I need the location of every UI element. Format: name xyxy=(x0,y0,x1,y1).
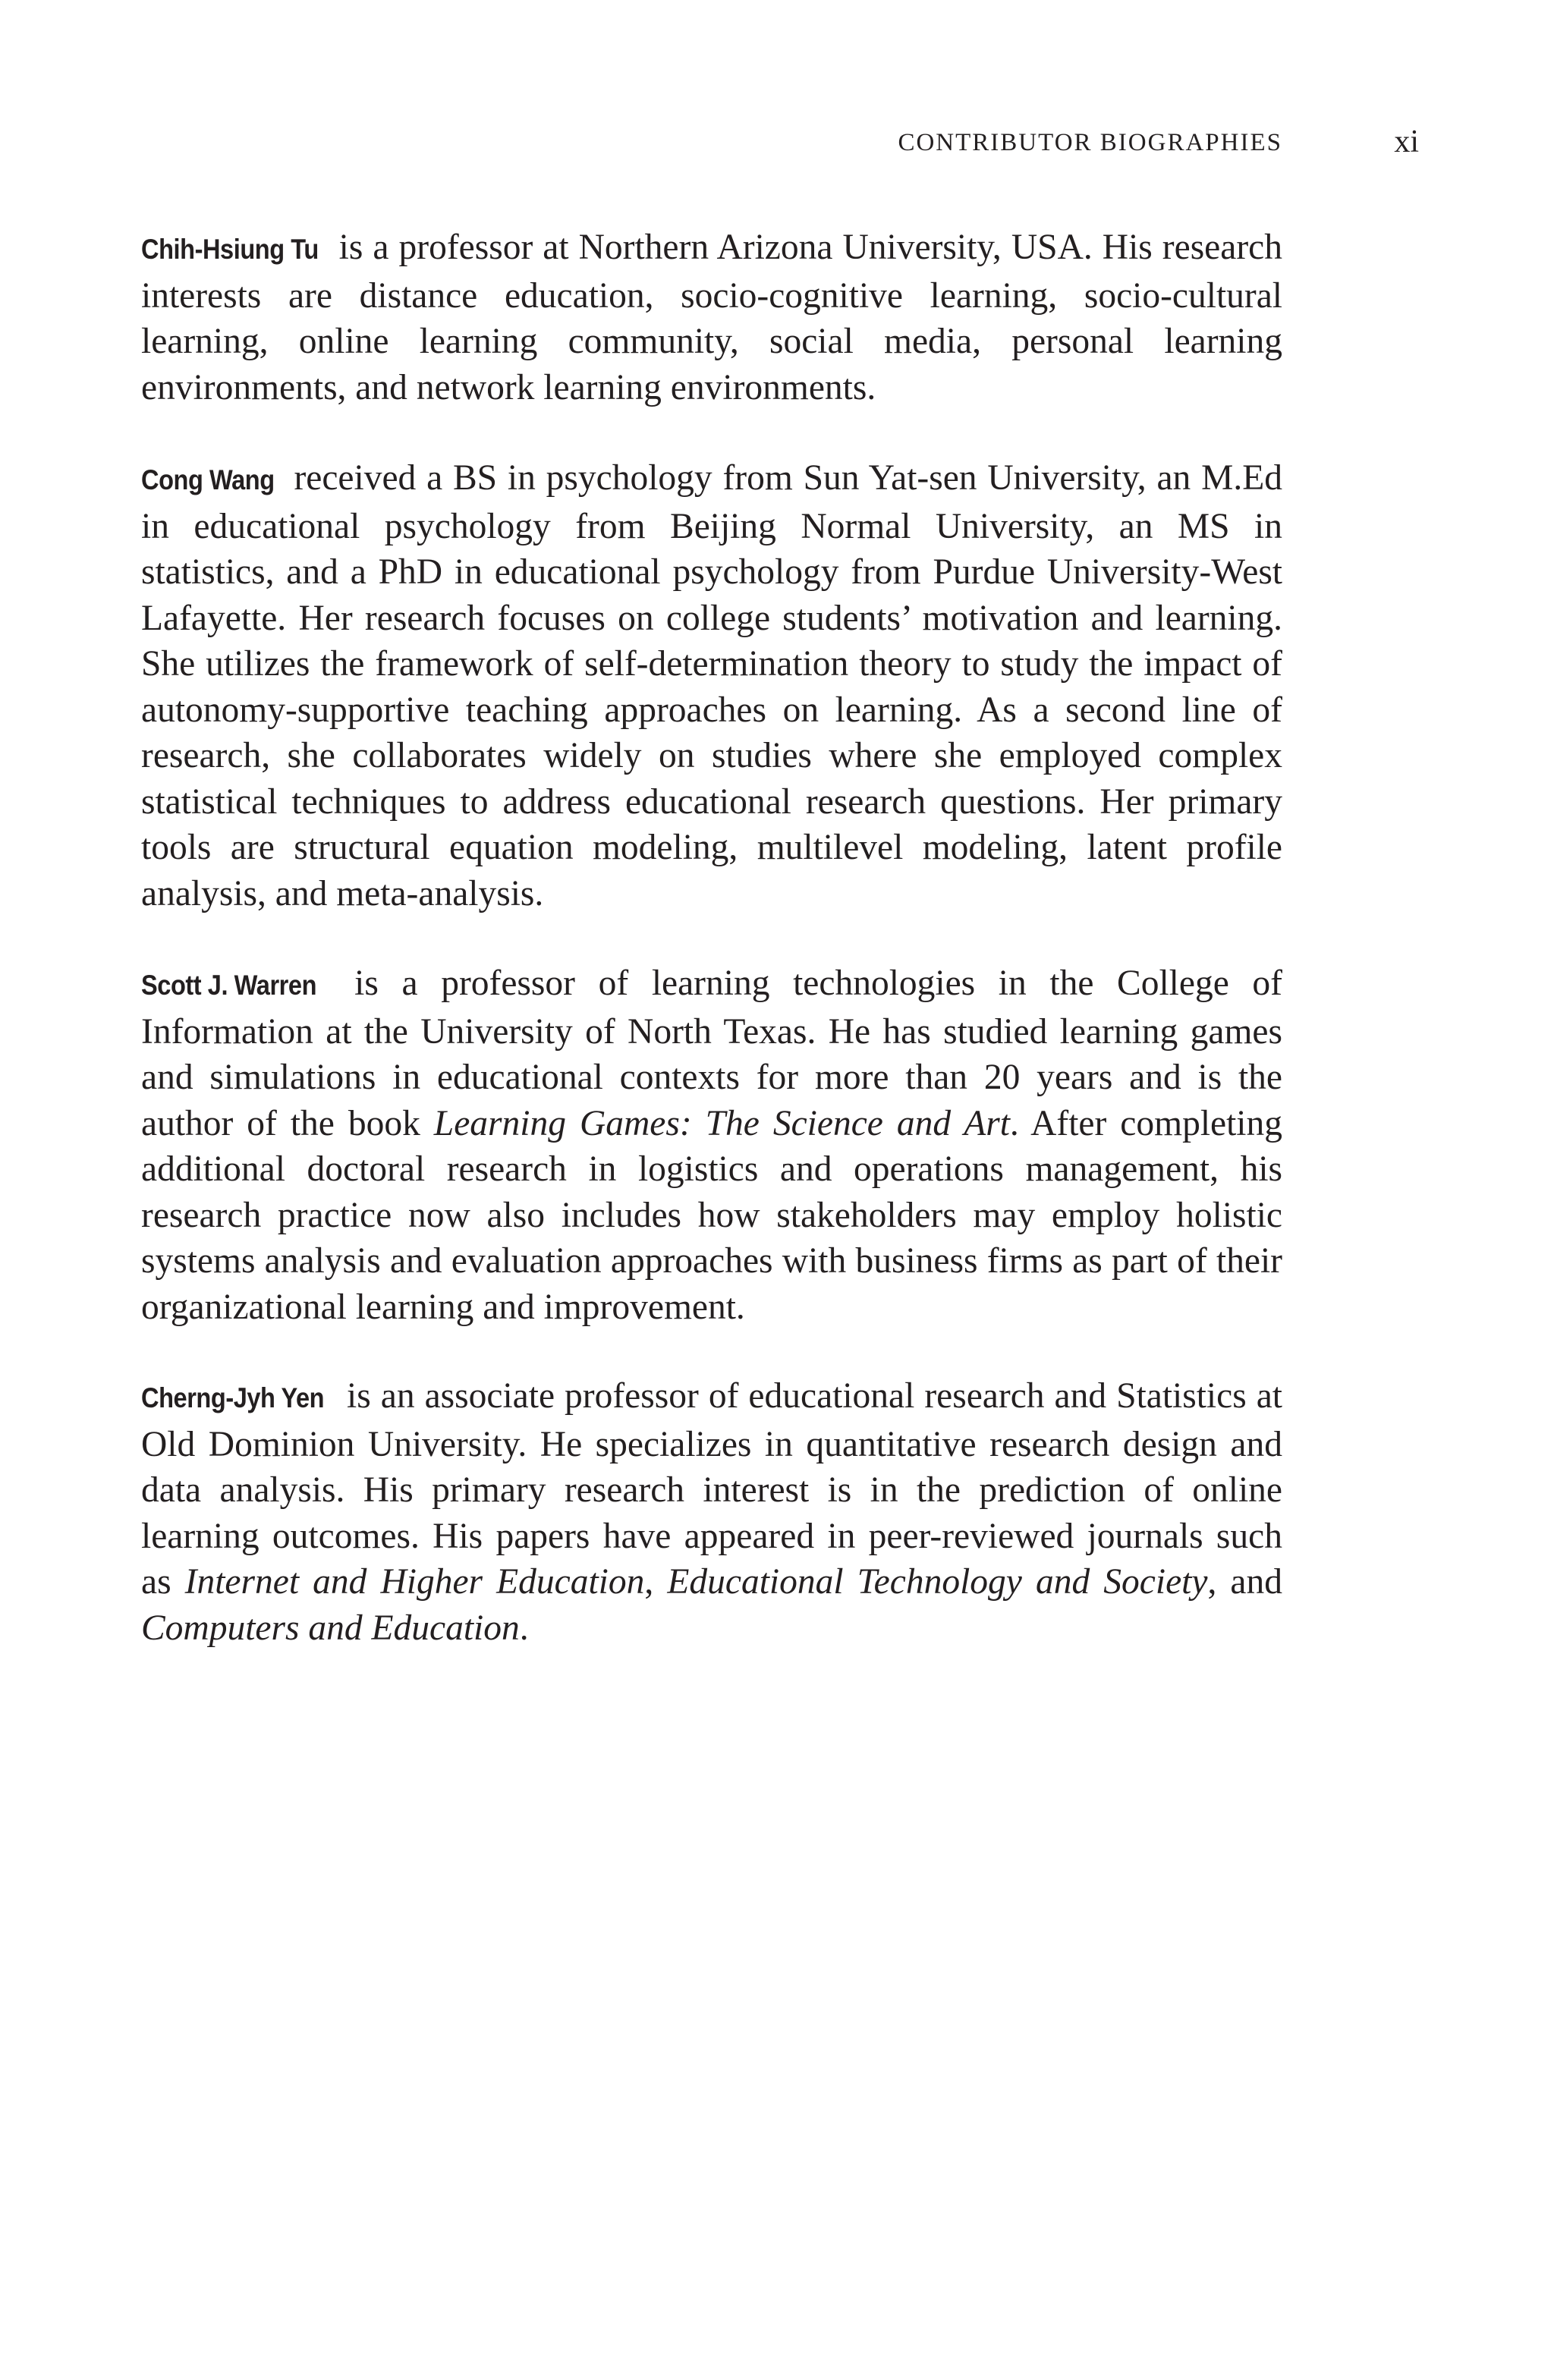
bio-text: . xyxy=(519,1608,529,1648)
bio-text: is a professor at Northern Arizona University, USA. His research interests are distance education, socio-cognitive learning, socio-cultural learning, online learning community, social media, personal learning environments, and network learning environments. xyxy=(141,228,1282,407)
bio-paragraph xyxy=(141,225,1282,410)
bio-text: , xyxy=(644,1562,668,1602)
bio-paragraph xyxy=(141,455,1282,916)
contributor-name: Chih-Hsiung Tu xyxy=(141,234,319,265)
bio-text: is a professor of learning technologies in the College of Information at the University of North Texas. He has studied learning games and simulations in educational contexts for more than 20 years and is the author of the book xyxy=(141,964,1282,1143)
page-number: xi xyxy=(1394,124,1419,159)
contributor-name: Cong Wang xyxy=(141,464,275,495)
contributor-name: Cherng-Jyh Yen xyxy=(141,1382,325,1413)
contributor-name: Scott J. Warren xyxy=(141,970,317,1001)
book-title: Learning Games: The Science and Art xyxy=(433,1103,1010,1143)
journal-title: Educational Technology and Society xyxy=(667,1562,1208,1602)
bio-text: is an associate professor of educational research and Statistics at Old Dominion University. He specializes in quantitative research design and data analysis. His primary research interest is in the prediction of online learning outcomes. His papers have appeared in peer-reviewed journals such as xyxy=(141,1376,1282,1602)
bio-text: . After completing additional doctoral research in logistics and operations management, his research practice now also includes how stakeholders may employ holistic systems analysis and evaluation approaches with business firms as part of their organizational learning and improvement. xyxy=(141,1103,1282,1327)
bio-paragraph xyxy=(141,960,1282,1330)
journal-title: Internet and Higher Education xyxy=(184,1562,645,1602)
bio-paragraph xyxy=(141,1373,1282,1651)
bio-text: received a BS in psychology from Sun Yat-sen University, an M.Ed in educational psychology from Beijing Normal University, an MS in statistics, and a PhD in educational psychology from Purdue University-West Lafayette. Her research focuses on college students’ motivation and learning. She utilizes the framework of self-determination theory to study the impact of autonomy-supportive teaching approaches on learning. As a second line of research, she collaborates widely on studies where she employed complex statistical techniques to address educational research questions. Her primary tools are structural equation modeling, multilevel modeling, latent profile analysis, and meta-analysis. xyxy=(141,458,1282,913)
bio-text: , and xyxy=(1207,1562,1282,1602)
running-head: CONTRIBUTOR BIOGRAPHIES xyxy=(898,129,1282,156)
journal-title: Computers and Education xyxy=(141,1608,520,1648)
